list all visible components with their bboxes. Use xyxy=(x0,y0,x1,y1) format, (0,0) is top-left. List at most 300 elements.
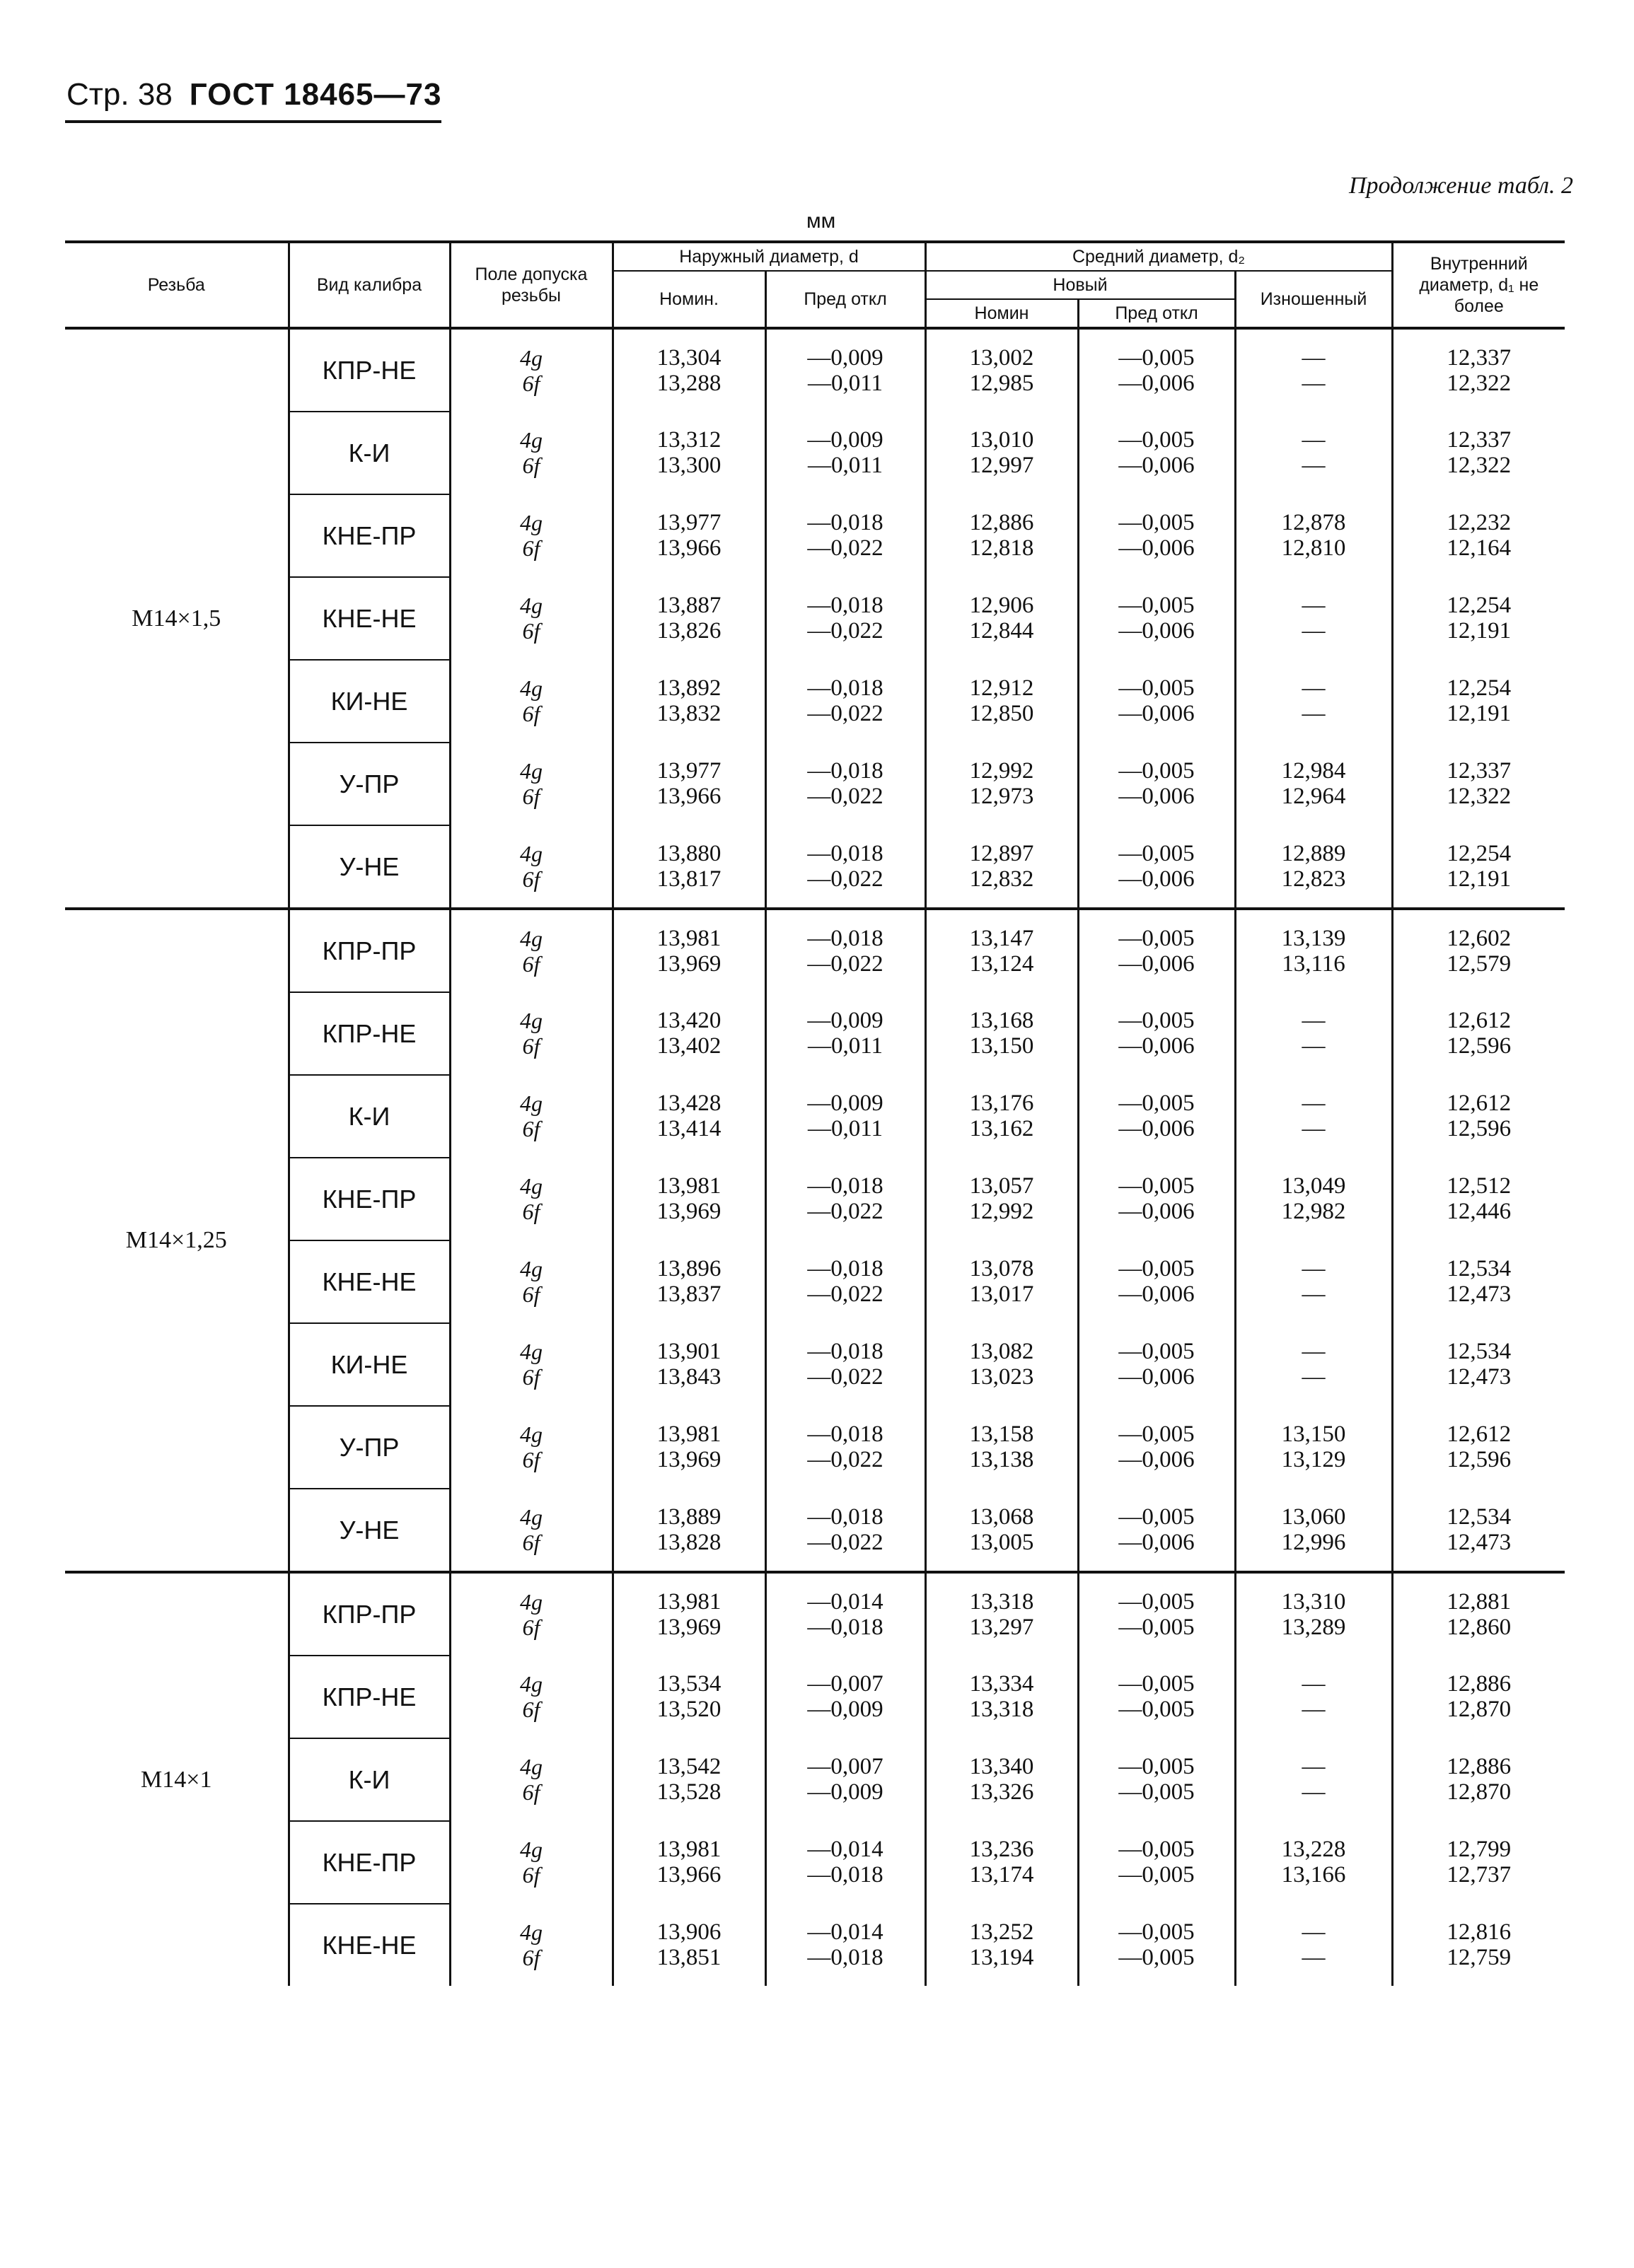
pitch-nominal-line: 13,194 xyxy=(969,1944,1034,1970)
worn-value-line: 12,982 xyxy=(1281,1199,1346,1224)
inner-diameter-value-line: 12,254 xyxy=(1447,840,1512,866)
outer-deviation xyxy=(765,743,925,825)
outer-nominal-line: 13,977 xyxy=(656,758,722,784)
worn-value-line: — xyxy=(1302,370,1326,396)
tolerance-field-line: 4g xyxy=(520,1256,543,1281)
table-row xyxy=(65,992,1565,1075)
outer-deviation-line: —0,022 xyxy=(807,1529,883,1555)
outer-deviation-line: —0,018 xyxy=(807,1862,883,1888)
outer-nominal-values xyxy=(657,1671,722,1722)
outer-nominal xyxy=(613,577,765,660)
inner-diameter-value-line: 12,191 xyxy=(1447,866,1512,892)
tolerance-field xyxy=(450,1656,613,1738)
pitch-nominal-line: 12,992 xyxy=(969,1199,1034,1224)
worn-value-values xyxy=(1302,1256,1326,1307)
outer-deviation xyxy=(765,1489,925,1572)
tolerance-field xyxy=(450,1075,613,1158)
table-row xyxy=(65,1323,1565,1406)
inner-diameter-value-values xyxy=(1447,1504,1511,1555)
inner-diameter-value-line: 12,737 xyxy=(1447,1862,1512,1888)
outer-nominal-line: 13,826 xyxy=(656,618,722,644)
outer-deviation-line: —0,009 xyxy=(807,1697,883,1722)
pitch-nominal-values xyxy=(970,841,1034,892)
worn-value-line: — xyxy=(1302,675,1326,701)
inner-diameter-value-values xyxy=(1447,841,1511,892)
worn-value-values xyxy=(1282,1504,1346,1555)
outer-deviation-line: —0,011 xyxy=(807,1116,883,1141)
worn-value-line: 13,116 xyxy=(1282,950,1345,977)
outer-deviation-values xyxy=(807,593,883,644)
pitch-deviation-values xyxy=(1118,1339,1194,1390)
worn-value-line: — xyxy=(1302,1033,1326,1059)
worn-value xyxy=(1235,825,1392,909)
outer-nominal-line: 13,534 xyxy=(656,1671,722,1697)
worn-value xyxy=(1235,577,1392,660)
worn-value-line: — xyxy=(1302,618,1326,644)
outer-nominal xyxy=(613,328,765,412)
outer-deviation-line: —0,007 xyxy=(807,1754,883,1779)
tolerance-field xyxy=(450,1406,613,1489)
worn-value-line: 12,984 xyxy=(1281,758,1346,784)
pitch-nominal-line: 13,340 xyxy=(969,1754,1034,1779)
worn-value-line: 13,228 xyxy=(1281,1837,1346,1862)
inner-diameter-value-values xyxy=(1447,1589,1511,1640)
worn-value xyxy=(1235,1158,1392,1240)
outer-deviation-values xyxy=(807,1837,883,1888)
outer-nominal xyxy=(613,1656,765,1738)
pitch-deviation-line: —0,005 xyxy=(1118,1862,1195,1888)
tolerance-field-line: 6f xyxy=(522,950,540,977)
tolerance-field-line: 4g xyxy=(520,1671,543,1697)
inner-diameter-value xyxy=(1392,909,1565,992)
col-pitch-deviation: Пред откл xyxy=(1078,299,1235,328)
table-body xyxy=(65,328,1565,1986)
tolerance-field xyxy=(450,1904,613,1986)
tolerance-field-values xyxy=(520,675,543,726)
worn-value-line: — xyxy=(1302,1256,1326,1281)
worn-value-values xyxy=(1302,1091,1326,1141)
worn-value-values xyxy=(1302,1339,1326,1390)
pitch-nominal-values xyxy=(970,510,1034,561)
outer-nominal-line: 13,892 xyxy=(656,675,722,701)
worn-value-values xyxy=(1302,345,1326,396)
pitch-deviation-line: —0,006 xyxy=(1118,453,1195,478)
pitch-nominal xyxy=(925,825,1078,909)
tolerance-field-values xyxy=(520,1919,543,1970)
col-thread: Резьба xyxy=(65,242,289,328)
worn-value-values xyxy=(1282,926,1346,977)
inner-diameter-value-line: 12,534 xyxy=(1447,1504,1512,1530)
tolerance-field-values xyxy=(520,1256,543,1307)
inner-diameter-value xyxy=(1392,1240,1565,1323)
table-row xyxy=(65,1158,1565,1240)
pitch-nominal-line: 13,124 xyxy=(969,950,1034,977)
tolerance-field-line: 4g xyxy=(520,925,543,951)
inner-diameter-value-values xyxy=(1447,1008,1511,1059)
outer-deviation-line: —0,022 xyxy=(807,618,883,644)
worn-value-values xyxy=(1302,1754,1326,1805)
table-header xyxy=(65,242,1565,328)
gauge-type: КПР-ПР xyxy=(289,909,450,992)
pitch-nominal-values xyxy=(970,1754,1034,1805)
worn-value-line: — xyxy=(1302,1779,1326,1805)
pitch-deviation xyxy=(1078,1821,1235,1904)
outer-deviation xyxy=(765,412,925,494)
outer-nominal-line: 13,887 xyxy=(656,593,722,618)
pitch-nominal-values xyxy=(970,427,1034,478)
outer-deviation xyxy=(765,825,925,909)
thread-size: M14×1,25 xyxy=(65,909,289,1572)
tolerance-field xyxy=(450,1240,613,1323)
worn-value-line: — xyxy=(1302,1697,1326,1722)
pitch-deviation-values xyxy=(1118,841,1194,892)
outer-deviation-line: —0,018 xyxy=(807,675,883,701)
gauge-type: КНЕ-ПР xyxy=(289,1158,450,1240)
outer-nominal-line: 13,304 xyxy=(656,344,722,371)
pitch-deviation-values xyxy=(1118,510,1194,561)
outer-deviation-line: —0,014 xyxy=(807,1837,883,1862)
pitch-deviation-values xyxy=(1118,1091,1194,1141)
worn-value-line: 13,166 xyxy=(1281,1862,1346,1888)
outer-deviation-line: —0,009 xyxy=(807,1779,883,1805)
inner-diameter-value xyxy=(1392,660,1565,743)
tolerance-field-values xyxy=(520,427,543,478)
table-row xyxy=(65,412,1565,494)
inner-diameter-value-line: 12,232 xyxy=(1447,510,1512,535)
pitch-nominal xyxy=(925,1656,1078,1738)
outer-nominal-line: 13,851 xyxy=(656,1944,722,1970)
pitch-nominal-values xyxy=(970,1091,1034,1141)
outer-deviation-line: —0,022 xyxy=(807,701,883,726)
pitch-deviation-line: —0,006 xyxy=(1118,701,1195,726)
pitch-deviation-values xyxy=(1118,675,1194,726)
pitch-deviation-values xyxy=(1118,1173,1194,1224)
inner-diameter-value-values xyxy=(1447,1173,1511,1224)
pitch-deviation-line: —0,006 xyxy=(1118,1447,1195,1472)
gauge-type: КПР-НЕ xyxy=(289,328,450,412)
pitch-nominal-line: 12,997 xyxy=(969,453,1034,478)
tolerance-field-line: 6f xyxy=(522,1779,540,1805)
worn-value-line: 12,996 xyxy=(1281,1529,1346,1555)
outer-deviation-values xyxy=(807,1919,883,1970)
worn-value xyxy=(1235,1738,1392,1821)
outer-deviation xyxy=(765,1656,925,1738)
outer-nominal-values xyxy=(657,675,722,726)
outer-nominal-line: 13,402 xyxy=(656,1033,722,1059)
pitch-deviation-values xyxy=(1118,1504,1194,1555)
tolerance-field-line: 4g xyxy=(520,593,543,618)
inner-diameter-value xyxy=(1392,1821,1565,1904)
col-tolerance-field: Поле допуска резьбы xyxy=(450,242,613,328)
col-outer-nominal: Номин. xyxy=(613,271,765,328)
col-inner-diameter: Внутренний диаметр, d₁ не более xyxy=(1392,242,1565,328)
pitch-nominal xyxy=(925,577,1078,660)
pitch-deviation-values xyxy=(1118,926,1194,977)
inner-diameter-value xyxy=(1392,1406,1565,1489)
pitch-nominal-line: 12,973 xyxy=(969,784,1034,809)
outer-nominal-values xyxy=(657,1256,722,1307)
pitch-nominal-values xyxy=(970,758,1034,809)
tolerance-field-values xyxy=(520,1339,543,1390)
pitch-nominal-values xyxy=(970,1008,1034,1059)
pitch-deviation xyxy=(1078,660,1235,743)
inner-diameter-value-line: 12,870 xyxy=(1447,1779,1512,1805)
pitch-nominal-line: 12,832 xyxy=(969,866,1034,892)
worn-value-values xyxy=(1282,1421,1346,1472)
worn-value-line: 13,150 xyxy=(1281,1421,1346,1447)
worn-value xyxy=(1235,1821,1392,1904)
outer-deviation-values xyxy=(807,345,883,396)
pitch-deviation-line: —0,005 xyxy=(1118,510,1195,535)
pitch-deviation-line: —0,005 xyxy=(1118,1091,1195,1116)
header-rule xyxy=(65,120,441,123)
outer-nominal xyxy=(613,494,765,577)
outer-nominal-line: 13,288 xyxy=(656,370,722,396)
tolerance-field-line: 4g xyxy=(520,1091,543,1116)
outer-nominal-line: 13,969 xyxy=(656,1199,722,1224)
pitch-nominal-line: 12,992 xyxy=(969,758,1034,784)
pitch-nominal xyxy=(925,743,1078,825)
outer-deviation-line: —0,018 xyxy=(807,593,883,618)
tolerance-field xyxy=(450,1158,613,1240)
inner-diameter-value xyxy=(1392,494,1565,577)
tolerance-field-line: 6f xyxy=(522,1364,540,1390)
outer-nominal-line: 13,969 xyxy=(656,950,722,977)
outer-nominal-line: 13,981 xyxy=(656,1588,722,1615)
tolerance-field-line: 6f xyxy=(522,1529,540,1555)
pitch-nominal xyxy=(925,1738,1078,1821)
pitch-deviation-line: —0,005 xyxy=(1118,1256,1195,1281)
pitch-nominal-line: 13,174 xyxy=(969,1862,1034,1888)
outer-nominal xyxy=(613,660,765,743)
inner-diameter-value-line: 12,870 xyxy=(1447,1697,1512,1722)
inner-diameter-value-line: 12,596 xyxy=(1447,1447,1512,1472)
outer-deviation-line: —0,018 xyxy=(807,925,883,951)
pitch-nominal-line: 13,138 xyxy=(969,1447,1034,1472)
col-outer-diameter: Наружный диаметр, d xyxy=(613,242,925,271)
table-continuation-label: Продолжение табл. 2 xyxy=(1348,173,1573,199)
tolerance-field-line: 4g xyxy=(520,1339,543,1364)
pitch-deviation-line: —0,005 xyxy=(1118,1614,1195,1640)
pitch-deviation-line: —0,005 xyxy=(1118,1919,1195,1945)
pitch-deviation xyxy=(1078,494,1235,577)
standard-code: ГОСТ 18465—73 xyxy=(189,77,442,112)
pitch-nominal-line: 13,017 xyxy=(969,1281,1034,1307)
outer-nominal xyxy=(613,1904,765,1986)
inner-diameter-value-line: 12,512 xyxy=(1447,1173,1512,1199)
outer-deviation xyxy=(765,1158,925,1240)
inner-diameter-value-line: 12,596 xyxy=(1447,1033,1512,1059)
pitch-nominal xyxy=(925,660,1078,743)
outer-deviation-line: —0,022 xyxy=(807,784,883,809)
pitch-nominal-line: 12,886 xyxy=(969,510,1034,535)
inner-diameter-value-line: 12,473 xyxy=(1447,1529,1512,1555)
inner-diameter-value-line: 12,579 xyxy=(1447,950,1512,977)
inner-diameter-value-line: 12,886 xyxy=(1447,1671,1512,1697)
pitch-deviation xyxy=(1078,909,1235,992)
outer-nominal-line: 13,901 xyxy=(656,1339,722,1364)
pitch-nominal-values xyxy=(970,1339,1034,1390)
outer-nominal xyxy=(613,1323,765,1406)
gauge-type: КИ-НЕ xyxy=(289,1323,450,1406)
inner-diameter-value-line: 12,337 xyxy=(1447,344,1512,371)
inner-diameter-value-line: 12,534 xyxy=(1447,1256,1512,1281)
table-row xyxy=(65,743,1565,825)
pitch-nominal-values xyxy=(970,926,1034,977)
inner-diameter-value-line: 12,473 xyxy=(1447,1281,1512,1307)
worn-value-values xyxy=(1302,1008,1326,1059)
tolerance-field-line: 4g xyxy=(520,344,543,371)
outer-nominal-values xyxy=(657,1754,722,1805)
worn-value-line: 13,289 xyxy=(1281,1614,1346,1640)
tolerance-field-line: 4g xyxy=(520,427,543,453)
worn-value-line: — xyxy=(1302,1671,1326,1697)
inner-diameter-value xyxy=(1392,1075,1565,1158)
pitch-deviation xyxy=(1078,1489,1235,1572)
tolerance-field xyxy=(450,825,613,909)
gauge-type: К-И xyxy=(289,1075,450,1158)
pitch-nominal-line: 12,912 xyxy=(969,675,1034,701)
tolerance-field xyxy=(450,577,613,660)
tolerance-field-line: 4g xyxy=(520,1919,543,1945)
table-row xyxy=(65,909,1565,992)
pitch-deviation-line: —0,005 xyxy=(1118,344,1195,371)
pitch-deviation-line: —0,006 xyxy=(1118,618,1195,644)
pitch-deviation-line: —0,006 xyxy=(1118,866,1195,892)
tolerance-field-line: 6f xyxy=(522,701,540,726)
tolerance-field-line: 4g xyxy=(520,1421,543,1447)
outer-nominal-line: 13,906 xyxy=(656,1919,722,1945)
worn-value xyxy=(1235,1406,1392,1489)
pitch-deviation-line: —0,005 xyxy=(1118,758,1195,784)
worn-value-line: — xyxy=(1302,1364,1326,1390)
inner-diameter-value-values xyxy=(1447,510,1511,561)
page-header xyxy=(66,76,441,113)
pitch-deviation-values xyxy=(1118,758,1194,809)
table-row xyxy=(65,1572,1565,1656)
outer-nominal-values xyxy=(657,1837,722,1888)
pitch-nominal xyxy=(925,412,1078,494)
pitch-deviation-line: —0,006 xyxy=(1118,1033,1195,1059)
pitch-deviation xyxy=(1078,825,1235,909)
pitch-deviation xyxy=(1078,328,1235,412)
outer-deviation-line: —0,018 xyxy=(807,1256,883,1281)
pitch-deviation-line: —0,005 xyxy=(1118,1671,1195,1697)
pitch-nominal-values xyxy=(970,1256,1034,1307)
pitch-deviation-values xyxy=(1118,593,1194,644)
worn-value-line: — xyxy=(1302,1008,1326,1033)
inner-diameter-value-line: 12,816 xyxy=(1447,1919,1512,1945)
pitch-deviation-line: —0,005 xyxy=(1118,1697,1195,1722)
thread-size: M14×1 xyxy=(65,1572,289,1986)
pitch-nominal-values xyxy=(970,1173,1034,1224)
inner-diameter-value-line: 12,596 xyxy=(1447,1116,1512,1141)
outer-deviation-values xyxy=(807,1504,883,1555)
outer-deviation-line: —0,009 xyxy=(807,1008,883,1033)
pitch-deviation-line: —0,006 xyxy=(1118,535,1195,561)
inner-diameter-value-line: 12,191 xyxy=(1447,701,1512,726)
pitch-deviation-values xyxy=(1118,1589,1194,1640)
pitch-nominal-values xyxy=(970,1919,1034,1970)
outer-deviation-values xyxy=(807,1671,883,1722)
pitch-nominal-line: 13,168 xyxy=(969,1008,1034,1033)
outer-nominal-line: 13,428 xyxy=(656,1091,722,1116)
tolerance-field xyxy=(450,1323,613,1406)
worn-value xyxy=(1235,909,1392,992)
tolerance-field-line: 6f xyxy=(522,1944,540,1970)
worn-value-line: — xyxy=(1302,1339,1326,1364)
tolerance-field-line: 4g xyxy=(520,1173,543,1199)
tolerance-field-values xyxy=(520,926,543,977)
worn-value-line: — xyxy=(1302,453,1326,478)
tolerance-field-line: 6f xyxy=(522,1614,540,1640)
outer-deviation-values xyxy=(807,841,883,892)
outer-nominal-values xyxy=(657,841,722,892)
tolerance-field-line: 6f xyxy=(522,866,540,892)
pitch-deviation-line: —0,005 xyxy=(1118,1008,1195,1033)
worn-value-line: 12,889 xyxy=(1281,840,1346,866)
tolerance-field-line: 4g xyxy=(520,1504,543,1530)
gauge-type: КПР-НЕ xyxy=(289,1656,450,1738)
worn-value xyxy=(1235,1572,1392,1656)
inner-diameter-value xyxy=(1392,1738,1565,1821)
pitch-deviation-line: —0,005 xyxy=(1118,1588,1195,1615)
inner-diameter-value-values xyxy=(1447,427,1511,478)
gauge-type: У-ПР xyxy=(289,1406,450,1489)
outer-deviation-line: —0,018 xyxy=(807,1173,883,1199)
pitch-nominal xyxy=(925,1158,1078,1240)
gauge-type: КНЕ-НЕ xyxy=(289,577,450,660)
inner-diameter-value xyxy=(1392,1656,1565,1738)
worn-value-values xyxy=(1302,675,1326,726)
pitch-nominal-line: 13,082 xyxy=(969,1339,1034,1364)
outer-deviation-values xyxy=(807,1091,883,1141)
pitch-nominal xyxy=(925,1489,1078,1572)
worn-value xyxy=(1235,743,1392,825)
col-pitch-nominal: Номин xyxy=(925,299,1078,328)
pitch-nominal-line: 13,162 xyxy=(969,1116,1034,1141)
outer-deviation-line: —0,014 xyxy=(807,1919,883,1945)
pitch-deviation-values xyxy=(1118,1754,1194,1805)
outer-deviation-line: —0,011 xyxy=(807,370,883,396)
table-row xyxy=(65,660,1565,743)
outer-deviation-line: —0,022 xyxy=(807,1364,883,1390)
outer-nominal-line: 13,977 xyxy=(656,510,722,535)
outer-deviation xyxy=(765,1572,925,1656)
tolerance-field-line: 4g xyxy=(520,675,543,701)
table-row xyxy=(65,1904,1565,1986)
tolerance-field-line: 6f xyxy=(522,1281,540,1307)
outer-nominal-line: 13,837 xyxy=(656,1281,722,1307)
outer-nominal-values xyxy=(657,926,722,977)
outer-deviation xyxy=(765,577,925,660)
pitch-nominal xyxy=(925,992,1078,1075)
pitch-nominal-values xyxy=(970,1421,1034,1472)
tolerance-field xyxy=(450,1572,613,1656)
worn-value-line: 13,060 xyxy=(1281,1504,1346,1530)
outer-deviation-line: —0,011 xyxy=(807,1033,883,1059)
outer-nominal-values xyxy=(657,593,722,644)
pitch-nominal-line: 13,068 xyxy=(969,1504,1034,1530)
tolerance-field xyxy=(450,743,613,825)
outer-nominal-line: 13,981 xyxy=(656,1173,722,1199)
tolerance-field-line: 4g xyxy=(520,1837,543,1862)
pitch-deviation-line: —0,005 xyxy=(1118,675,1195,701)
table-row xyxy=(65,1406,1565,1489)
inner-diameter-value-values xyxy=(1447,1421,1511,1472)
pitch-nominal-values xyxy=(970,675,1034,726)
outer-nominal-line: 13,969 xyxy=(656,1447,722,1472)
